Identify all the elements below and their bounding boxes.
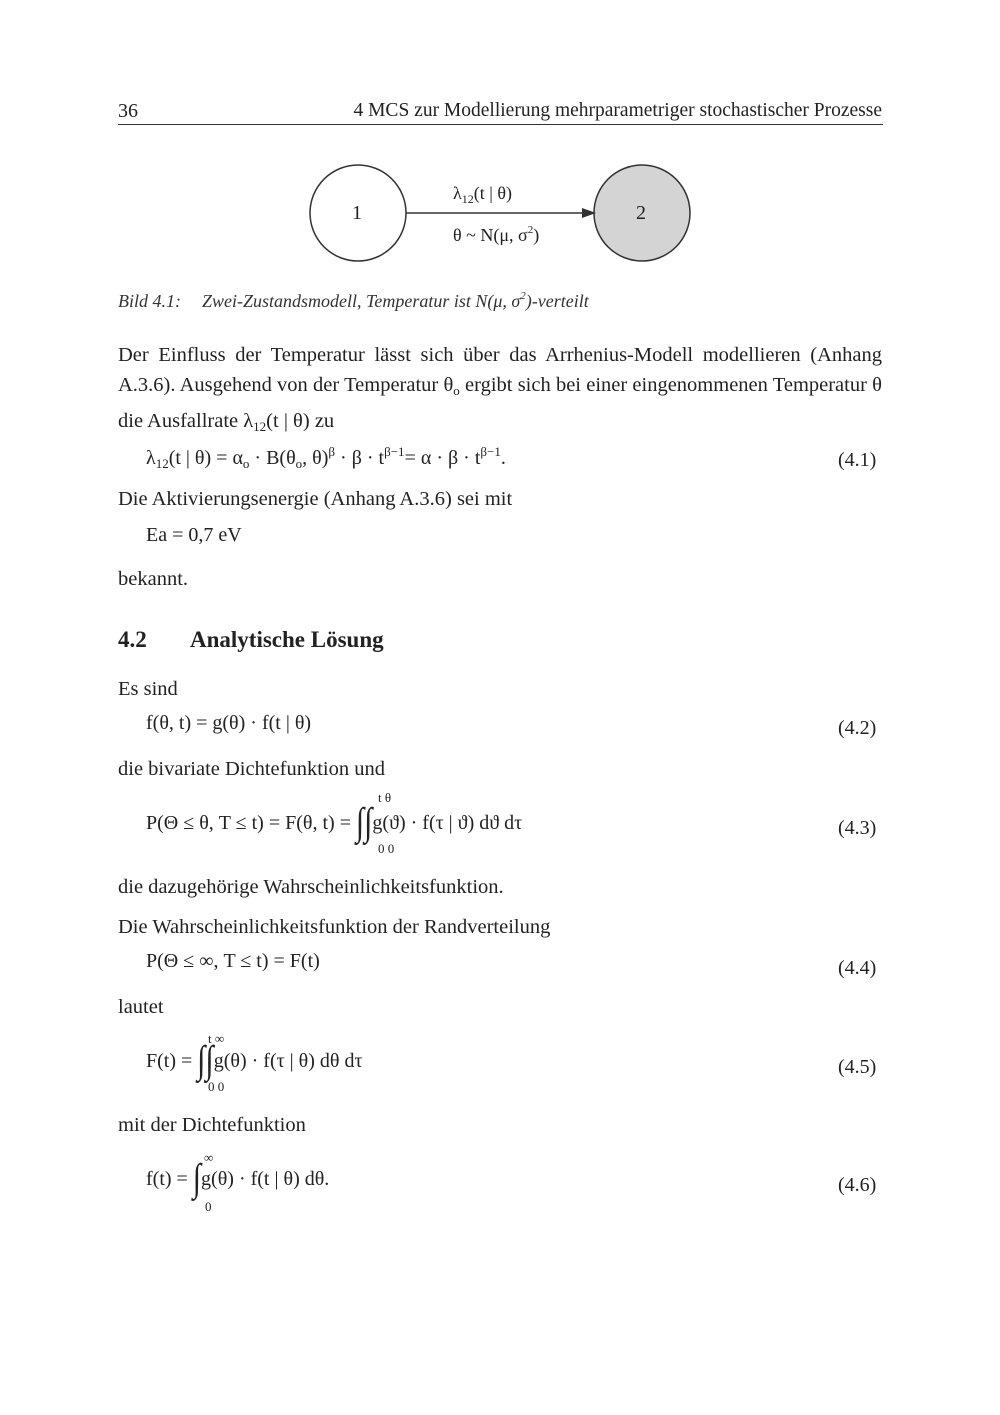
figure-caption: Bild 4.1: Zwei-Zustandsmodell, Temperatur ist N(μ, $\sigma^2$)-verteilt [118,290,589,311]
equation-number-4-4: (4.4) [838,957,877,979]
equation-number-4-1: (4.1) [838,449,877,471]
integral-upper-limits-4-5: t ∞ [208,1031,225,1046]
integral-lower-limits-4-5: 0 0 [208,1079,225,1094]
state-1-label: 1 [352,202,362,224]
equation-4-3: P(Θ ≤ θ, T ≤ t) = F(θ, t) = ∫∫g(ϑ) · f(τ | ϑ) dϑ dτ [146,800,523,844]
integral-upper-limits-4-3: t θ [378,790,392,805]
equation-4-2: f(θ, t) = g(θ) · f(t | θ) [146,712,312,734]
integral-lower-limit-4-6: 0 [205,1199,212,1214]
paragraph-lautet: lautet [118,996,164,1018]
paragraph-es-sind: Es sind [118,678,178,700]
rate-label: $\lambda_{12}(t$ | θ) [453,183,512,206]
equation-number-4-3: (4.3) [838,817,877,839]
equation-4-5: F(t) = ∫∫g(θ) · f(τ | θ) dθ dτ [146,1038,363,1082]
paragraph-probability-function: die dazugehörige Wahrscheinlichkeitsfunktion. [118,876,504,898]
header-rule [118,124,883,125]
paragraph-arrhenius: Der Einfluss der Temperatur lässt sich über das Arrhenius-Modell modellieren (Anhang A.3.6). Ausgehend von der Temperatur $\theta_o$ ergibt sich bei einer eingenommenen Temperatur θ die Ausfallrate $\lambda_{12}(t$ | θ) zu [118,344,882,434]
distribution-label: θ ~ N(μ, $\sigma^2$) [453,224,540,245]
equation-4-4: P(Θ ≤ ∞, T ≤ t) = F(t) [146,950,320,972]
page-number: 36 [118,100,138,122]
paragraph-bivariate: die bivariate Dichtefunktion und [118,758,385,780]
equation-ea: Ea = 0,7 eV [146,524,242,546]
equation-number-4-5: (4.5) [838,1056,877,1078]
equation-number-4-6: (4.6) [838,1174,877,1196]
section-title: Analytische Lösung [190,627,384,652]
integral-lower-limits-4-3: 0 0 [378,841,395,856]
section-number: 4.2 [118,627,147,652]
equation-number-4-2: (4.2) [838,717,877,739]
paragraph-marginal: Die Wahrscheinlichkeitsfunktion der Randverteilung [118,916,551,938]
paragraph-known: bekannt. [118,568,189,590]
integral-upper-limit-4-6: ∞ [204,1150,214,1165]
equation-4-1: $\lambda_{12}(t$ | $\theta) = \alpha_o \cdot B(\theta_o$, $\theta)^\beta \cdot \beta \cdot t^{\beta-1}= \alpha \cdot \beta \cdot t^{\beta-1}$. [146,444,506,471]
state-2-label: 2 [636,202,646,224]
equation-4-6: f(t) = ∫g(θ) · f(t | θ) dθ. [146,1156,330,1200]
paragraph-activation-energy: Die Aktivierungsenergie (Anhang A.3.6) sei mit [118,488,513,510]
paragraph-density: mit der Dichtefunktion [118,1114,306,1136]
running-title: 4 MCS zur Modellierung mehrparametriger stochastischer Prozesse [353,100,882,121]
